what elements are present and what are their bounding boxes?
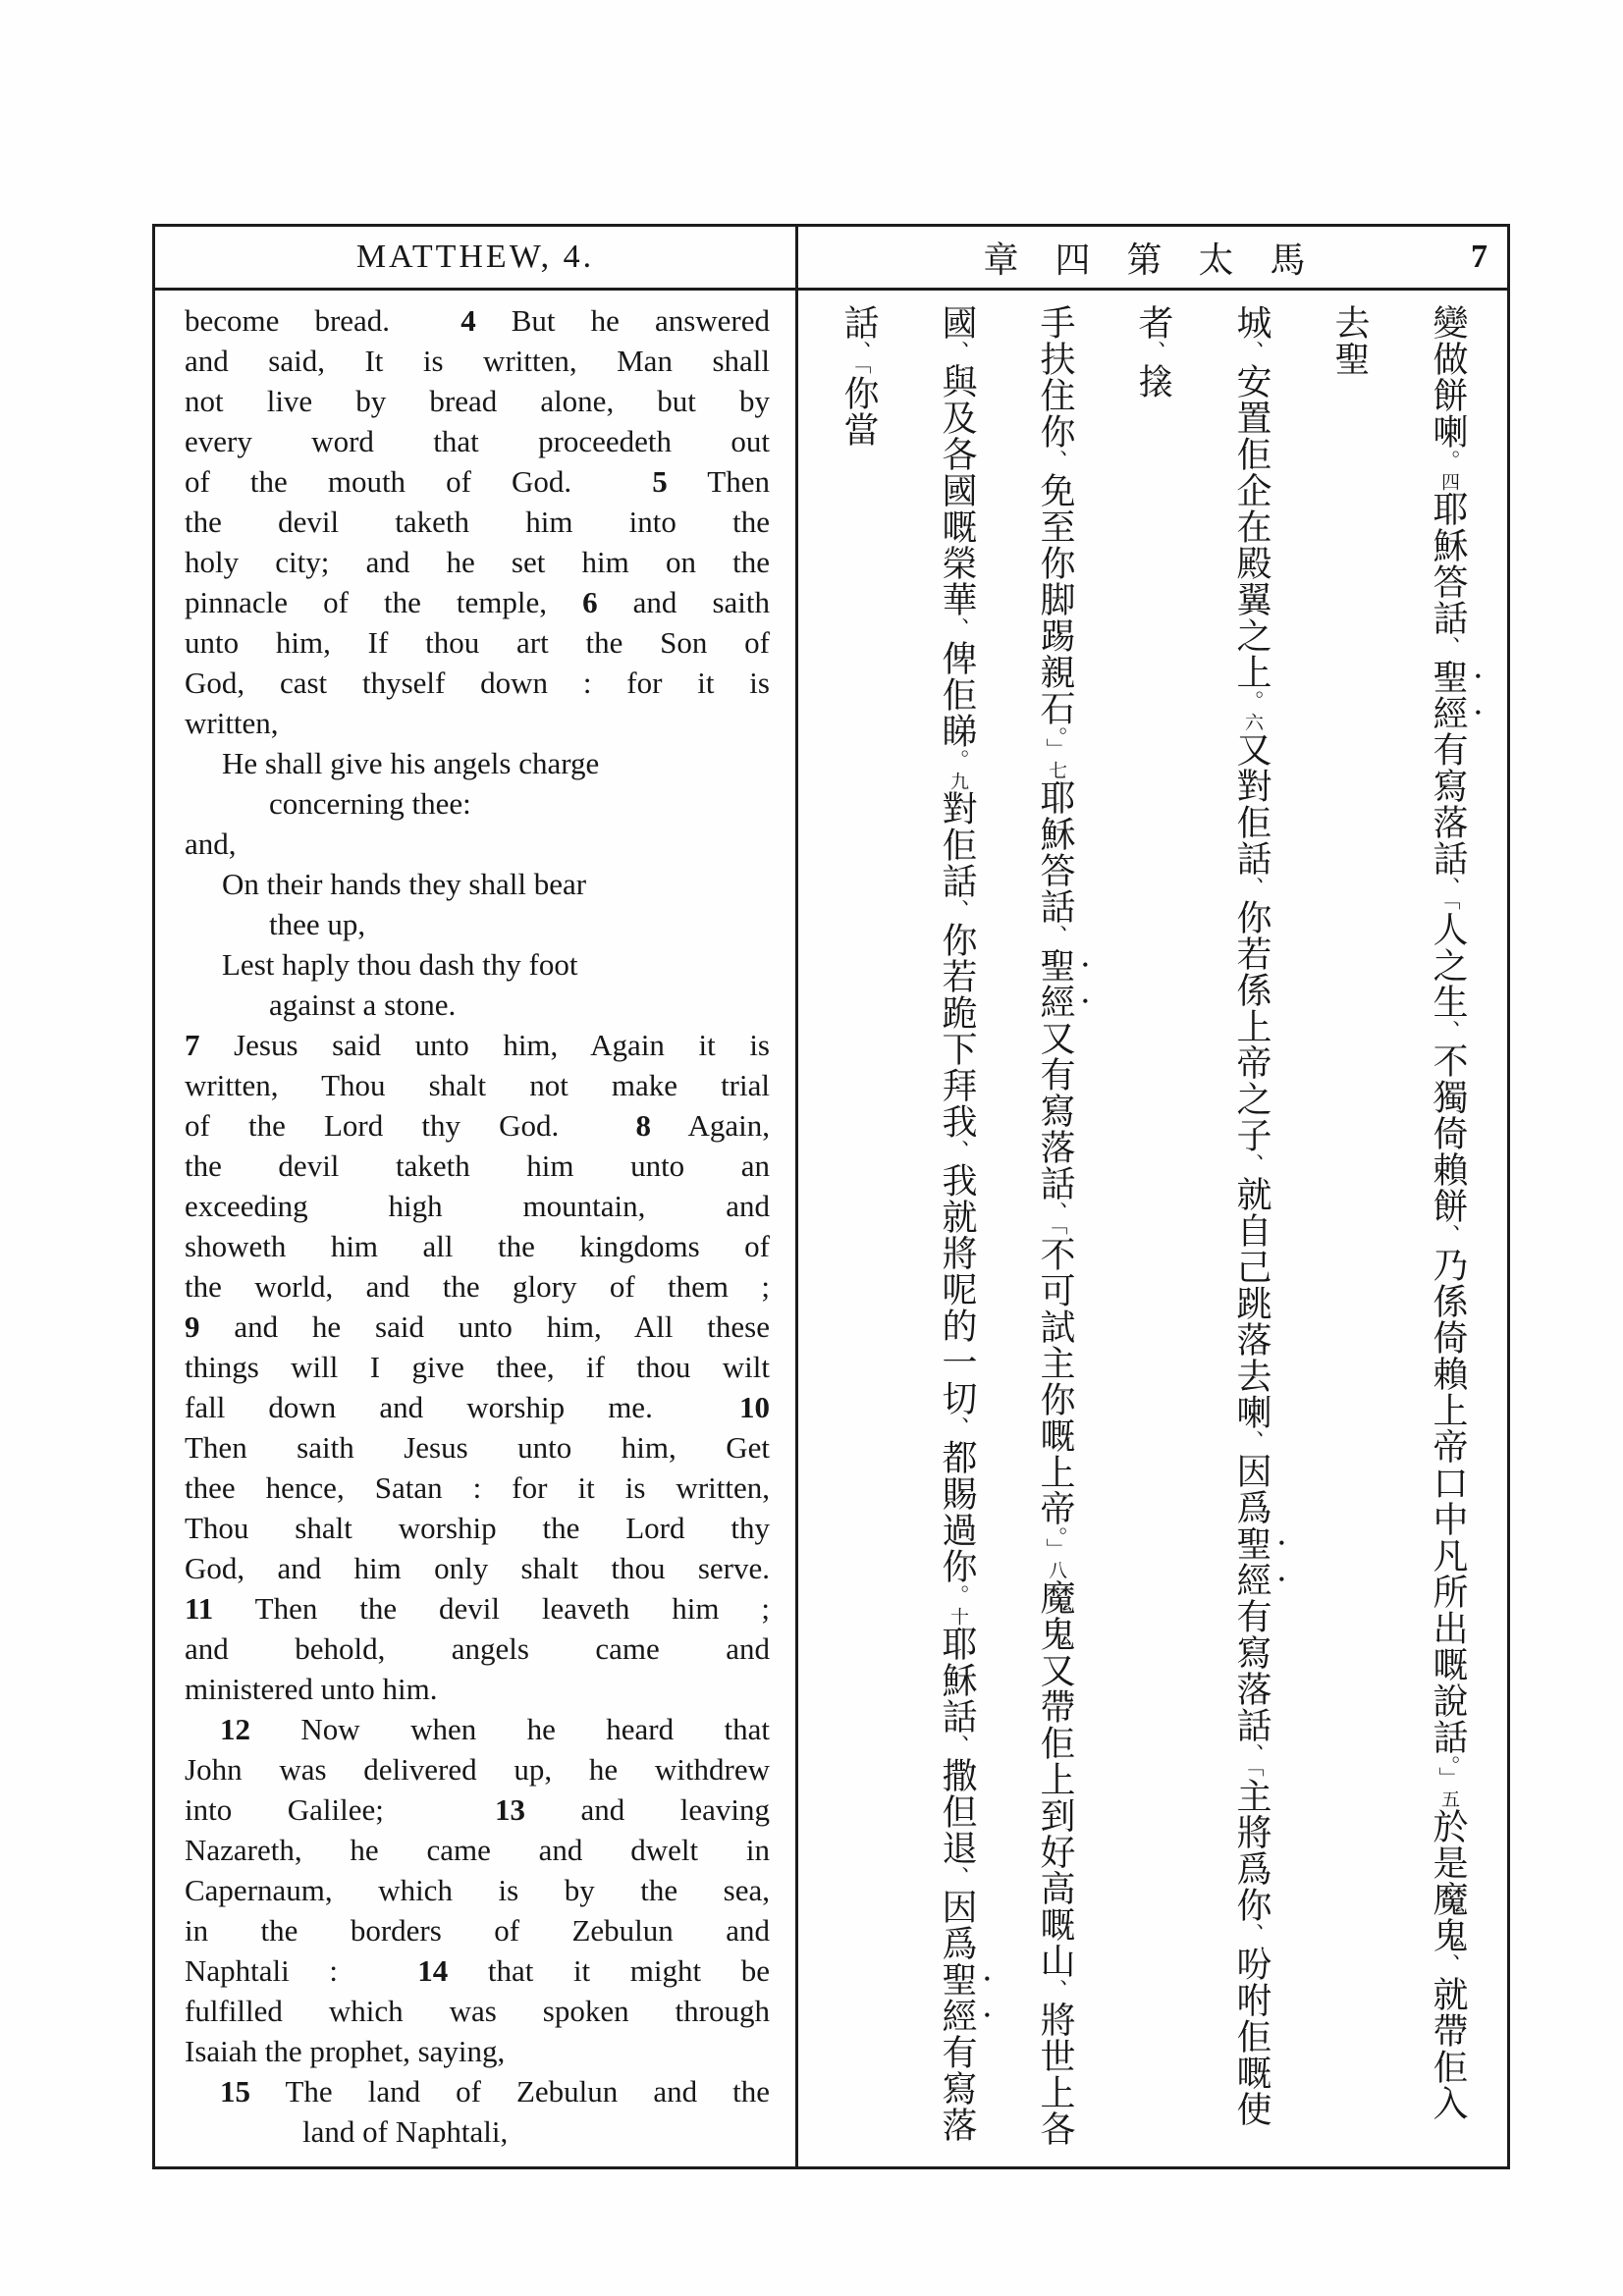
text-line: written, (185, 706, 279, 740)
text-line: Thou shalt worship the Lord thy (185, 1511, 770, 1545)
text-line: not live by bread alone, but by (185, 384, 770, 418)
text-line: Isaiah the prophet, saying, (185, 2034, 506, 2068)
chinese-text-column: 城、安置佢企在殿翼之上。六又對佢話、你若係上帝之子、就自己跳落去喇、因爲聖經有寫落話、「主將爲你、吩咐佢嘅使者、搇 (1134, 304, 1271, 2127)
text-line: and behold, angels came and (185, 1631, 770, 1666)
text-line: concerning thee: (269, 786, 471, 821)
text-line: fulfilled which was spoken through (185, 1994, 770, 2028)
text-line: and, (185, 827, 237, 861)
text-line: of the mouth of God. 5 Then (185, 464, 770, 499)
text-line: thee hence, Satan : for it is written, (185, 1470, 770, 1505)
chinese-title-text: 章 四 第 太 馬 (983, 240, 1320, 280)
text-line: John was delivered up, he withdrew (185, 1752, 770, 1787)
text-line: fall down and worship me. 10 (185, 1390, 770, 1424)
text-line: Capernaum, which is by the sea, (185, 1873, 770, 1907)
text-line: 15 The land of Zebulun and the (220, 2074, 770, 2109)
text-line: He shall give his angels charge (222, 746, 600, 780)
text-line: in the borders of Zebulun and (185, 1913, 770, 1948)
english-running-title (155, 227, 795, 288)
text-line: against a stone. (269, 988, 457, 1022)
chinese-text-block (798, 291, 1507, 2166)
text-line: become bread. 4 But he answered (185, 303, 770, 338)
text-line: showeth him all the kingdoms of (185, 1229, 770, 1263)
text-line: the devil taketh him into the (185, 505, 770, 539)
text-line: pinnacle of the temple, 6 and saith (185, 585, 770, 619)
text-line: Lest haply thou dash thy foot (222, 947, 578, 982)
text-line: written, Thou shalt not make trial (185, 1068, 770, 1102)
text-line: the world, and the glory of them ; (185, 1269, 770, 1304)
text-line: things will I give thee, if thou wilt (185, 1350, 770, 1384)
chinese-text-column (798, 304, 810, 2153)
text-line: thee up, (269, 907, 366, 941)
text-line: God, cast thyself down : for it is (185, 666, 770, 700)
chinese-text-column: 變做餅喇。四耶穌答話、聖經有寫落話、「人之生、不獨倚賴餅、乃係倚賴上帝口中凡所出嘅說話。」五於是魔鬼、就帶佢入去聖 (1330, 304, 1468, 2121)
chinese-text-column: 手扶住你、免至你脚踢親石。」七耶穌答話、聖經又有寫落話、「不可試主你嘅上帝。」八魔鬼又帶佢上到好高嘅山、將世上各 (1036, 304, 1075, 2147)
text-line: of the Lord thy God. 8 Again, (185, 1108, 770, 1143)
text-line: and said, It is written, Man shall (185, 344, 770, 378)
text-line: 9 and he said unto him, All these (185, 1309, 770, 1344)
text-line: exceeding high mountain, and (185, 1189, 770, 1223)
text-line: into Galilee; 13 and leaving (185, 1792, 770, 1827)
text-line: unto him, If thou art the Son of (185, 625, 770, 660)
chinese-text-column: 國、與及各國嘅榮華、俾佢睇。九對佢話、你若跪下拜我、我就將呢的一切、都賜過你。十耶穌話、撒但退、因爲聖經有寫落話、「你當 (839, 304, 977, 2143)
text-line: God, and him only shalt thou serve. (185, 1551, 770, 1585)
text-line: holy city; and he set him on the (185, 545, 770, 579)
text-line: 7 Jesus said unto him, Again it is (185, 1028, 770, 1062)
text-line: On their hands they shall bear (222, 867, 587, 901)
text-line: 12 Now when he heard that (220, 1712, 770, 1746)
text-line: 11 Then the devil leaveth him ; (185, 1591, 770, 1626)
page-number-text: 7 (1471, 239, 1488, 275)
page-header (155, 227, 1507, 291)
chinese-running-title (795, 227, 1507, 288)
text-line: land of Naphtali, (302, 2114, 509, 2149)
text-line: ministered unto him. (185, 1672, 438, 1706)
english-text-block (155, 291, 795, 2166)
page-number (1471, 227, 1488, 288)
text-line: Nazareth, he came and dwelt in (185, 1833, 770, 1867)
text-line: every word that proceedeth out (185, 424, 770, 458)
text-line: Then saith Jesus unto him, Get (185, 1430, 770, 1465)
english-title-text: MATTHEW, 4. (355, 239, 595, 275)
scanned-page (152, 224, 1510, 2169)
text-line: Naphtali : 14 that it might be (185, 1953, 771, 1988)
text-line: the devil taketh him unto an (185, 1148, 770, 1183)
